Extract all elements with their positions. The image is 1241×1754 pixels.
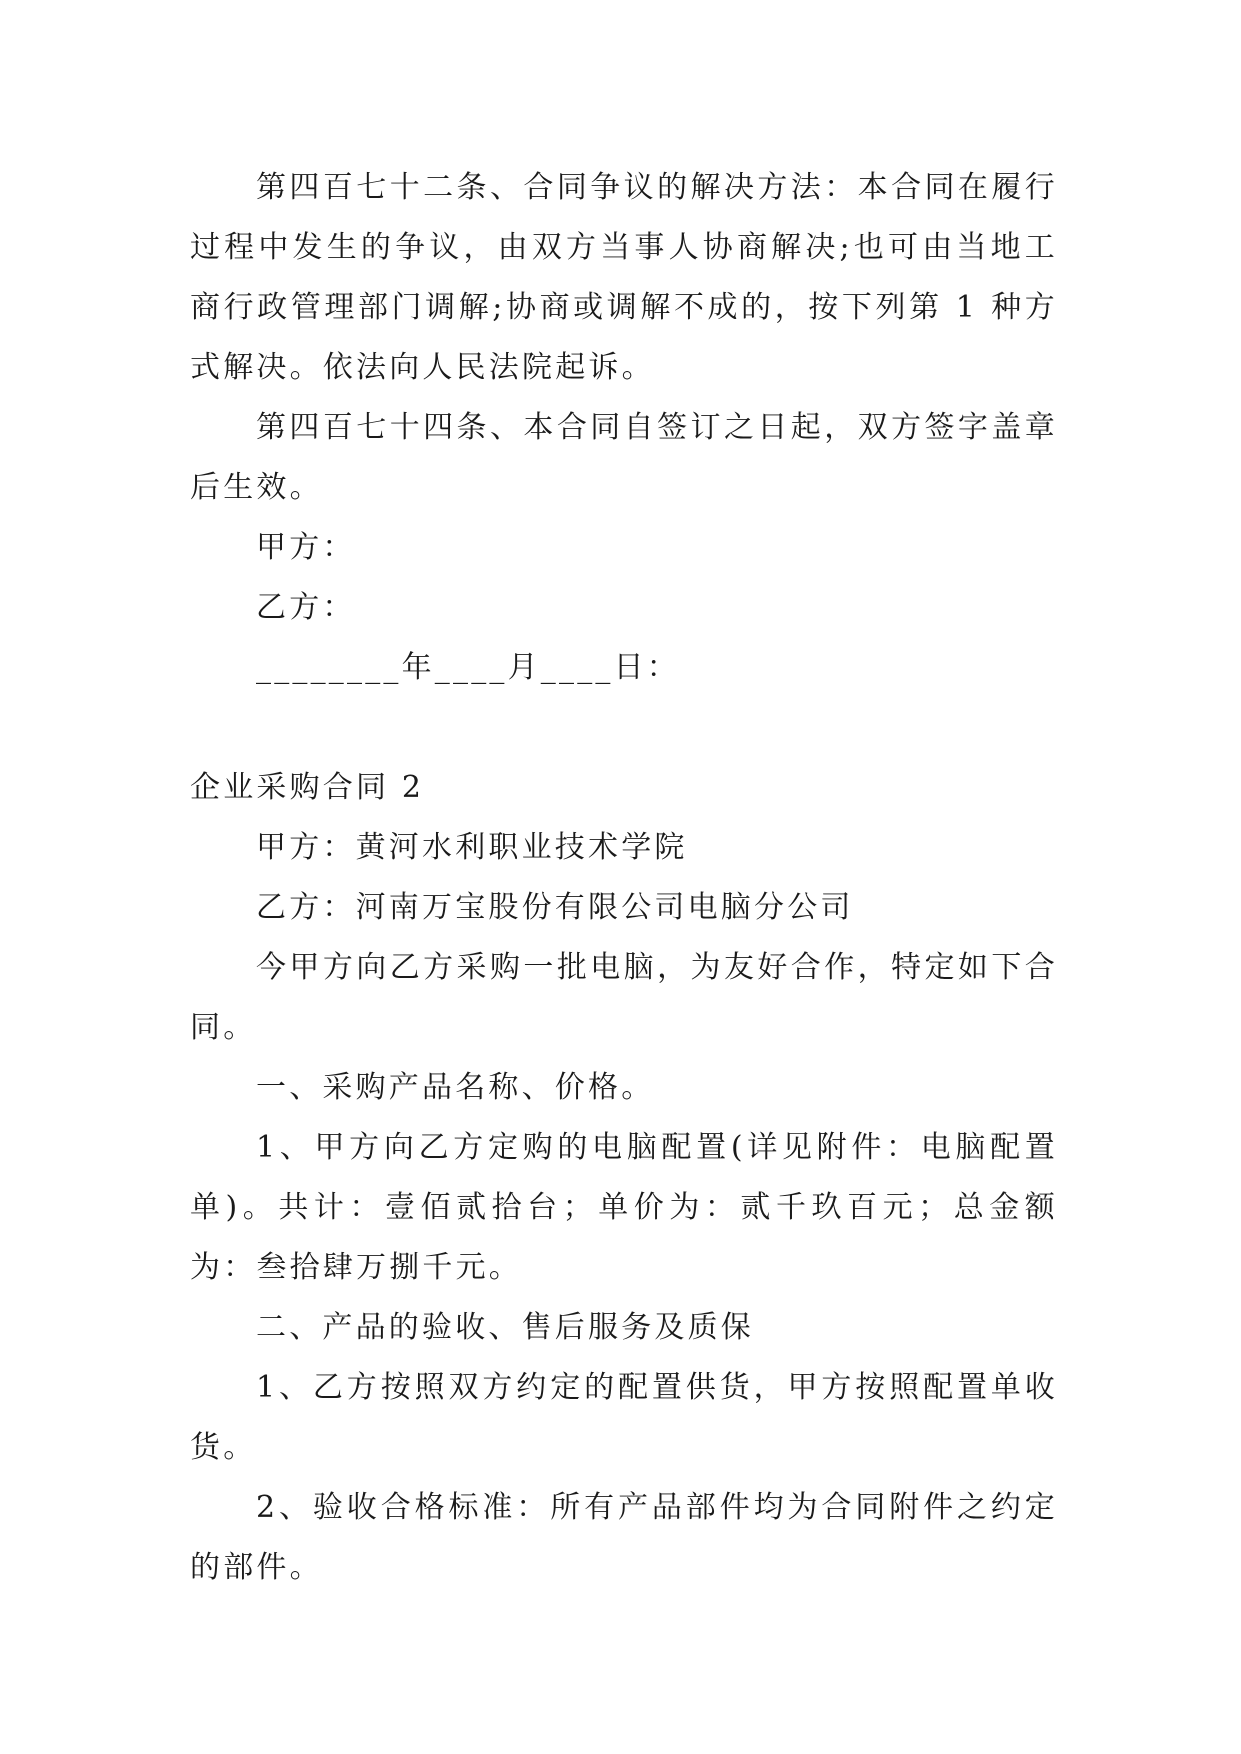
article-472-paragraph: 第四百七十二条、合同争议的解决方法：本合同在履行过程中发生的争议，由双方当事人协商解决;也可由当地工商行政管理部门调解;协商或调解不成的，按下列第 1 种方式解决。依法向人民法院起诉。 — [190, 170, 1058, 385]
contract-2-title: 企业采购合同 2 — [190, 770, 425, 805]
article-474-paragraph: 第四百七十四条、本合同自签订之日起，双方签字盖章后生效。 — [190, 410, 1058, 505]
clause-2-2-acceptance-standard: 2、验收合格标准：所有产品部件均为合同附件之约定的部件。 — [190, 1490, 1058, 1585]
clause-1-1-configuration: 1、甲方向乙方定购的电脑配置(详见附件：电脑配置单)。共计：壹佰贰拾台；单价为：贰千玖百元；总金额为：叁拾肆万捌千元。 — [190, 1130, 1058, 1285]
signature-party-a-label: 甲方： — [256, 530, 356, 565]
contract-2-party-a: 甲方：黄河水利职业技术学院 — [256, 830, 688, 865]
signature-party-b-label: 乙方： — [256, 590, 356, 625]
signature-date-line: ________年____月____日： — [256, 650, 680, 685]
clause-2-1-delivery: 1、乙方按照双方约定的配置供货，甲方按照配置单收货。 — [190, 1370, 1058, 1465]
heading-acceptance-service: 二、产品的验收、售后服务及质保 — [256, 1310, 754, 1345]
contract-2-intro: 今甲方向乙方采购一批电脑，为友好合作，特定如下合同。 — [190, 950, 1058, 1045]
document-body — [190, 158, 1058, 1598]
contract-2-party-b: 乙方：河南万宝股份有限公司电脑分公司 — [256, 890, 854, 925]
heading-product-name-price: 一、采购产品名称、价格。 — [256, 1070, 655, 1105]
section-divider-space — [190, 698, 1058, 758]
